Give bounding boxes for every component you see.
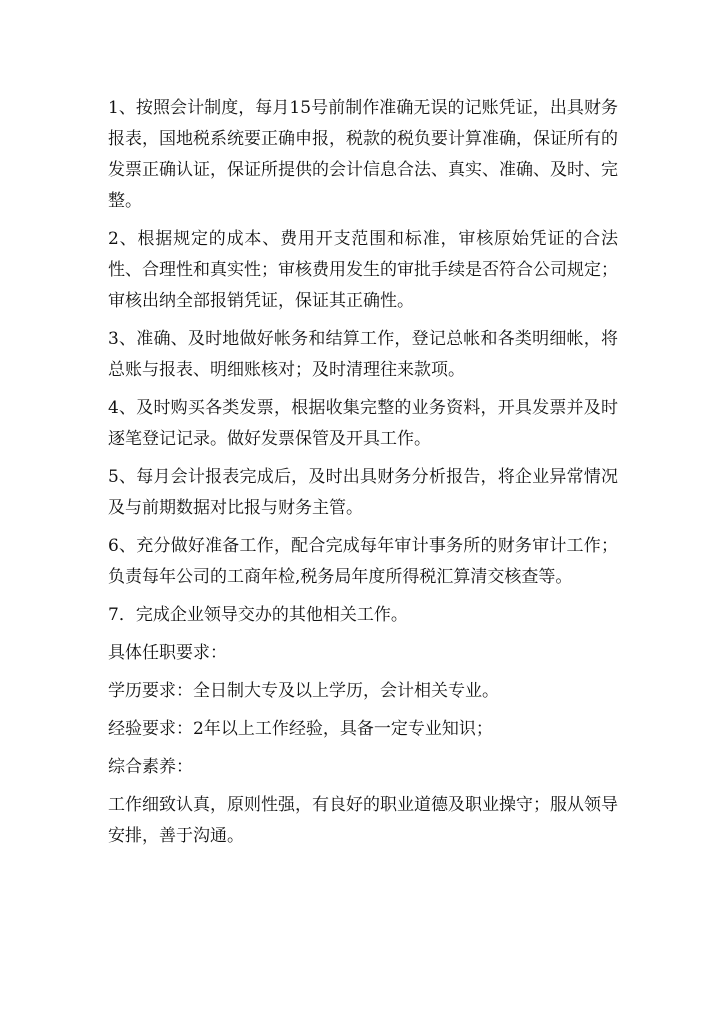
- duty-item-4: 4、及时购买各类发票，根据收集完整的业务资料，开具发票并及时逐笔登记记录。做好发票保管及开具工作。: [108, 398, 618, 449]
- education-requirement: 学历要求：全日制大专及以上学历，会计相关专业。: [108, 681, 499, 701]
- requirements-heading: 具体任职要求：: [108, 643, 227, 663]
- qualities-heading: 综合素养：: [108, 757, 193, 777]
- qualities-description: 工作细致认真，原则性强，有良好的职业道德及职业操守；服从领导安排，善于沟通。: [108, 795, 618, 846]
- duty-item-6: 6、充分做好准备工作，配合完成每年审计事务所的财务审计工作；负责每年公司的工商年检,税务局年度所得税汇算清交核查等。: [108, 536, 618, 587]
- duty-item-3: 3、准确、及时地做好帐务和结算工作，登记总帐和各类明细帐，将总账与报表、明细账核对；及时清理往来款项。: [108, 329, 618, 380]
- duty-item-7: 7．完成企业领导交办的其他相关工作。: [108, 605, 408, 625]
- document-body: [108, 93, 618, 859]
- duty-item-5: 5、每月会计报表完成后，及时出具财务分析报告，将企业异常情况及与前期数据对比报与财务主管。: [108, 467, 618, 518]
- duty-item-2: 2、根据规定的成本、费用开支范围和标准，审核原始凭证的合法性、合理性和真实性；审核费用发生的审批手续是否符合公司规定；审核出纳全部报销凭证，保证其正确性。: [108, 229, 618, 311]
- duty-item-1: 1、按照会计制度，每月15号前制作准确无误的记账凭证，出具财务报表，国地税系统要正确申报，税款的税负要计算准确，保证所有的发票正确认证，保证所提供的会计信息合法、真实、准确、及时、完整。: [108, 98, 618, 211]
- experience-requirement: 经验要求：2年以上工作经验，具备一定专业知识；: [108, 719, 493, 739]
